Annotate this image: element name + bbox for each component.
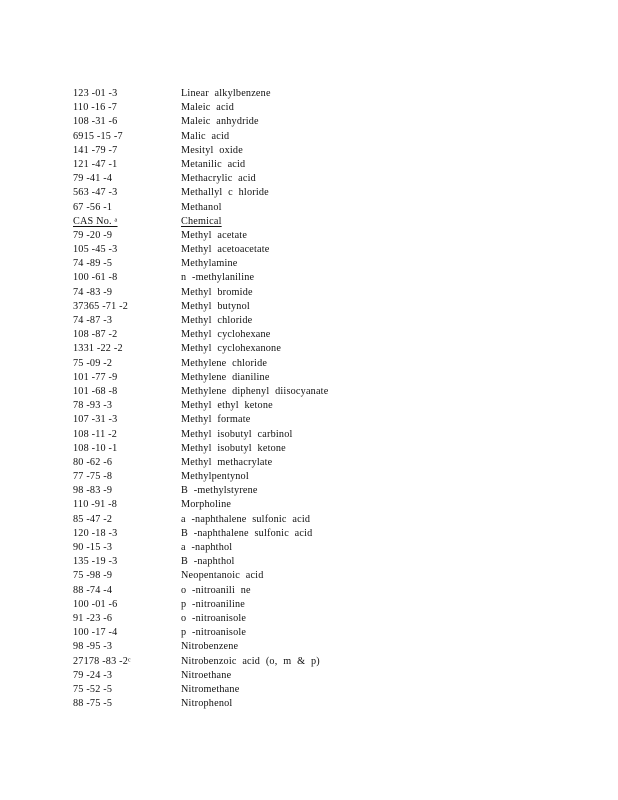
cas-number: 75 -98 -9 [73,570,113,582]
cas-number: 108 -11 -2 [73,428,118,440]
cas-number: 88 -75 -5 [73,698,113,710]
list-item [73,257,593,271]
list-item [73,243,593,257]
cas-number: 67 -56 -1 [73,201,113,213]
cas-number: 78 -93 -3 [73,400,113,412]
cas-number: 88 -74 -4 [73,584,113,596]
list-item [73,484,593,498]
chemical-name: Methyl bromide [181,286,253,298]
cas-number: 105 -45 -3 [73,244,118,256]
chemical-name: Methylpentynol [181,471,249,483]
list-item [73,371,593,385]
cas-number: 79 -41 -4 [73,173,113,185]
cas-number: 100 -01 -6 [73,598,118,610]
chemical-name: Nitromethane [181,683,240,695]
chemical-name: Methyl ethyl ketone [181,400,273,412]
chemical-name: n -methylaniline [181,272,255,284]
cas-number: 79 -20 -9 [73,229,113,241]
list-item [73,101,593,115]
chemical-name: Methyl cyclohexanone [181,343,282,355]
chemical-name: Nitrobenzene [181,641,239,653]
chemical-name: Methylamine [181,258,238,270]
chemical-name: Methyl chloride [181,315,253,326]
cas-number: 110 -91 -8 [73,499,118,511]
list-item [73,428,593,442]
chemical-name: Methanol [181,201,222,213]
cas-number: 6915 -15 -7 [73,130,123,142]
cas-number: 1331 -22 -2 [73,343,123,355]
list-item [73,555,593,569]
cas-number: 74 -83 -9 [73,286,113,298]
list-item [73,158,593,172]
chemical-name: Methyl acetate [181,229,248,241]
chemical-name: Nitroethane [181,669,232,681]
chemical-name: Methyl isobutyl ketone [181,442,286,454]
list-item [73,541,593,555]
cas-number: 74 -89 -5 [73,258,113,270]
list-item [73,357,593,371]
cas-number: 108 -31 -6 [73,116,118,128]
cas-number: 37365 -71 -2 [73,300,129,312]
cas-number: 101 -68 -8 [73,385,118,397]
list-item [73,498,593,512]
cas-number: 563 -47 -3 [73,187,118,199]
chemical-column-header: Chemical [181,215,222,227]
chemical-name: B -naphthol [181,556,235,568]
list-item [73,442,593,456]
cas-number: 100 -17 -4 [73,627,118,639]
list-item [73,300,593,314]
cas-number: 123 -01 -3 [73,88,118,99]
list-item [73,598,593,612]
cas-number: 27178 -83 -2ᶜ [73,655,131,667]
chemical-name: Methylene dianiline [181,371,270,383]
list-item [73,87,593,101]
chemical-name: Maleic acid [181,102,234,114]
chemical-name: B -naphthalene sulfonic acid [181,527,313,539]
cas-number: 98 -95 -3 [73,641,113,653]
list-item [73,286,593,300]
chemical-name: Methyl methacrylate [181,456,273,468]
chemical-name: Morpholine [181,499,232,511]
cas-number: 75 -09 -2 [73,357,113,369]
cas-number: 75 -52 -5 [73,683,113,695]
chemical-name: p -nitroaniline [181,598,245,610]
list-item [73,186,593,200]
list-item [73,527,593,541]
cas-number: 98 -83 -9 [73,485,113,497]
chemical-name: Methylene diphenyl diisocyanate [181,385,329,397]
cas-number: 85 -47 -2 [73,513,113,525]
chemical-name: Metanilic acid [181,158,246,170]
list-item [73,144,593,158]
cas-number: 135 -19 -3 [73,556,118,568]
cas-number: 90 -15 -3 [73,542,113,553]
chemical-name: Malic acid [181,130,230,142]
list-item [73,513,593,527]
cas-number: 120 -18 -3 [73,527,118,539]
chemical-name: Neopentanoic acid [181,570,264,582]
list-item [73,640,593,654]
chemical-name: Nitrophenol [181,698,233,710]
chemical-name: p -nitroanisole [181,627,247,639]
list-item [73,697,593,711]
cas-number: 110 -16 -7 [73,102,118,114]
list-item [73,328,593,342]
list-item [73,683,593,697]
list-item [73,314,593,328]
list-item [73,470,593,484]
cas-number: 121 -47 -1 [73,158,118,170]
chemical-name: Methyl cyclohexane [181,329,271,341]
list-item [73,456,593,470]
list-item [73,115,593,129]
chemical-name: a -naphthalene sulfonic acid [181,513,311,525]
cas-number: 77 -75 -8 [73,471,113,483]
chemical-name: Methyl isobutyl carbinol [181,428,293,440]
list-item [73,669,593,683]
cas-number: 141 -79 -7 [73,144,118,156]
cas-number: 80 -62 -6 [73,456,113,468]
table-header [73,215,593,229]
chemical-name: Methyl butynol [181,300,250,312]
list-item [73,271,593,285]
cas-number: 91 -23 -6 [73,612,113,624]
chemical-name: Nitrobenzoic acid (o, m & p) [181,655,320,667]
chemical-name: Methylene chloride [181,357,268,369]
cas-number: 107 -31 -3 [73,414,118,426]
cas-number: 108 -10 -1 [73,442,118,454]
list-item [73,413,593,427]
cas-number: 74 -87 -3 [73,315,113,326]
cas-number: 79 -24 -3 [73,669,113,681]
list-item [73,399,593,413]
list-item [73,229,593,243]
list-item [73,569,593,583]
chemical-name: Methyl acetoacetate [181,244,270,256]
list-item [73,612,593,626]
list-item [73,584,593,598]
cas-number: 108 -87 -2 [73,329,118,341]
cas-column-header: CAS No. ᵃ [73,215,118,227]
list-item [73,130,593,144]
chemical-name: Linear alkylbenzene [181,88,271,99]
list-item [73,655,593,669]
list-item [73,172,593,186]
chemical-name: o -nitroanisole [181,612,247,624]
cas-number: 100 -61 -8 [73,272,118,284]
chemical-name: Methacrylic acid [181,173,256,185]
cas-number: 101 -77 -9 [73,371,118,383]
chemical-name: Maleic anhydride [181,116,259,128]
chemical-name: B -methylstyrene [181,485,258,497]
chemical-name: Methyl formate [181,414,251,426]
list-item [73,626,593,640]
chemical-name: Mesityl oxide [181,144,243,156]
chemical-list [73,87,593,711]
chemical-name: a -naphthol [181,542,233,553]
list-item [73,201,593,215]
list-item [73,342,593,356]
list-item [73,385,593,399]
chemical-name: o -nitroanili ne [181,584,251,596]
chemical-name: Methallyl c hloride [181,187,269,199]
